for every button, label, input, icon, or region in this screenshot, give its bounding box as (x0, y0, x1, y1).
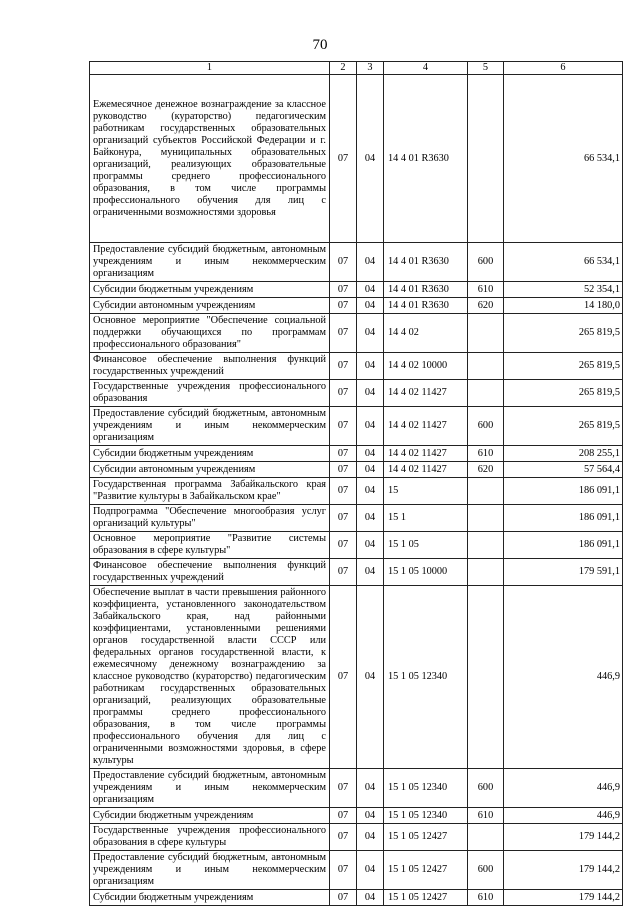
row-target-code: 15 1 05 12427 (384, 851, 468, 890)
row-amount: 265 819,5 (504, 407, 623, 446)
row-target-code: 15 1 05 12427 (384, 890, 468, 906)
row-subsection: 04 (357, 446, 384, 462)
row-subsection: 04 (357, 298, 384, 314)
row-description: Финансовое обеспечение выполнения функций государственных учреждений (90, 353, 330, 380)
row-subsection: 04 (357, 282, 384, 298)
row-description: Государственная программа Забайкальского края "Развитие культуры в Забайкальском крае" (90, 478, 330, 505)
table-row (90, 824, 623, 851)
row-amount: 66 534,1 (504, 243, 623, 282)
row-subsection: 04 (357, 243, 384, 282)
table-row (90, 407, 623, 446)
row-subsection: 04 (357, 808, 384, 824)
row-expense-type: 600 (468, 407, 504, 446)
row-section: 07 (330, 353, 357, 380)
header-cell: 6 (504, 62, 623, 75)
row-target-code: 15 1 05 (384, 532, 468, 559)
row-expense-type: 600 (468, 769, 504, 808)
row-subsection: 04 (357, 532, 384, 559)
row-expense-type (468, 353, 504, 380)
page-number: 70 (312, 37, 328, 53)
row-subsection: 04 (357, 380, 384, 407)
table-row (90, 890, 623, 906)
row-amount: 179 144,2 (504, 890, 623, 906)
row-amount: 265 819,5 (504, 380, 623, 407)
row-amount: 208 255,1 (504, 446, 623, 462)
table-row (90, 478, 623, 505)
row-target-code: 15 1 05 12427 (384, 824, 468, 851)
row-section: 07 (330, 314, 357, 353)
row-amount: 265 819,5 (504, 353, 623, 380)
row-expense-type: 600 (468, 851, 504, 890)
row-amount: 446,9 (504, 769, 623, 808)
row-amount: 52 354,1 (504, 282, 623, 298)
row-description: Основное мероприятие "Обеспечение социальной поддержки обучающихся по программам профессионального образования" (90, 314, 330, 353)
table-row (90, 298, 623, 314)
table-row (90, 586, 623, 769)
table-row (90, 282, 623, 298)
row-amount: 446,9 (504, 808, 623, 824)
row-amount: 186 091,1 (504, 532, 623, 559)
table-row (90, 532, 623, 559)
row-section: 07 (330, 505, 357, 532)
row-expense-type: 610 (468, 446, 504, 462)
row-description: Предоставление субсидий бюджетным, автономным учреждениям и иным некоммерческим организациям (90, 769, 330, 808)
row-amount: 57 564,4 (504, 462, 623, 478)
row-target-code: 14 4 02 11427 (384, 446, 468, 462)
table-row (90, 314, 623, 353)
row-amount: 186 091,1 (504, 478, 623, 505)
row-description: Обеспечение выплат в части превышения районного коэффициента, установленного законодательством Забайкальского края, над районными коэффициентами, установленными решениями органов государственной власти СССР или федеральных органов государственной власти, к ежемесячному денежному вознаграждению за классное руководство (кураторство) педагогическим работникам государственных образовательных организаций, реализующих образовательные программы среднего профессионального образования, в том числе программы профессионального обучения для лиц с ограниченными возможностями здоровья, в сфере культуры (90, 586, 330, 769)
row-target-code: 15 1 05 12340 (384, 808, 468, 824)
table-row (90, 808, 623, 824)
row-section: 07 (330, 462, 357, 478)
row-expense-type (468, 380, 504, 407)
row-description: Основное мероприятие "Развитие системы образования в сфере культуры" (90, 532, 330, 559)
row-expense-type (468, 586, 504, 769)
row-section: 07 (330, 890, 357, 906)
row-amount: 186 091,1 (504, 505, 623, 532)
row-expense-type (468, 75, 504, 243)
row-subsection: 04 (357, 314, 384, 353)
row-description: Субсидии бюджетным учреждениям (90, 808, 330, 824)
table-row (90, 353, 623, 380)
row-description: Предоставление субсидий бюджетным, автономным учреждениям и иным некоммерческим организациям (90, 407, 330, 446)
row-expense-type (468, 532, 504, 559)
row-section: 07 (330, 532, 357, 559)
table-row (90, 505, 623, 532)
row-target-code: 14 4 01 R3630 (384, 298, 468, 314)
header-cell: 1 (90, 62, 330, 75)
row-subsection: 04 (357, 353, 384, 380)
row-target-code: 15 1 (384, 505, 468, 532)
row-subsection: 04 (357, 586, 384, 769)
row-description: Субсидии бюджетным учреждениям (90, 890, 330, 906)
table-row (90, 243, 623, 282)
row-amount: 179 144,2 (504, 851, 623, 890)
row-section: 07 (330, 298, 357, 314)
row-subsection: 04 (357, 407, 384, 446)
row-target-code: 15 (384, 478, 468, 505)
row-target-code: 15 1 05 12340 (384, 586, 468, 769)
row-amount: 179 144,2 (504, 824, 623, 851)
row-section: 07 (330, 824, 357, 851)
row-subsection: 04 (357, 890, 384, 906)
row-subsection: 04 (357, 75, 384, 243)
row-expense-type: 620 (468, 462, 504, 478)
header-cell: 5 (468, 62, 504, 75)
row-description: Субсидии автономным учреждениям (90, 298, 330, 314)
row-section: 07 (330, 243, 357, 282)
row-subsection: 04 (357, 851, 384, 890)
row-description: Предоставление субсидий бюджетным, автономным учреждениям и иным некоммерческим организациям (90, 243, 330, 282)
table-row (90, 769, 623, 808)
header-cell: 2 (330, 62, 357, 75)
row-description: Государственные учреждения профессионального образования в сфере культуры (90, 824, 330, 851)
row-subsection: 04 (357, 559, 384, 586)
row-expense-type (468, 314, 504, 353)
row-expense-type: 600 (468, 243, 504, 282)
row-target-code: 14 4 01 R3630 (384, 75, 468, 243)
row-section: 07 (330, 282, 357, 298)
row-target-code: 14 4 02 10000 (384, 353, 468, 380)
row-expense-type (468, 559, 504, 586)
row-amount: 179 591,1 (504, 559, 623, 586)
table-row (90, 851, 623, 890)
row-section: 07 (330, 808, 357, 824)
header-row (90, 62, 623, 75)
table-row (90, 446, 623, 462)
row-target-code: 14 4 02 11427 (384, 380, 468, 407)
row-subsection: 04 (357, 478, 384, 505)
row-expense-type: 610 (468, 808, 504, 824)
row-description: Финансовое обеспечение выполнения функций государственных учреждений (90, 559, 330, 586)
row-description: Ежемесячное денежное вознаграждение за классное руководство (кураторство) педагогическим работникам государственных образовательных организаций субъектов Российской Федерации и г. Байконура, муниципальных образовательных организаций, реализующих образовательные программы среднего профессионального образования, в том числе программы профессионального обучения для лиц с ограниченными возможностями здоровья (90, 75, 330, 243)
row-description: Предоставление субсидий бюджетным, автономным учреждениям и иным некоммерческим организациям (90, 851, 330, 890)
row-expense-type (468, 478, 504, 505)
row-description: Субсидии бюджетным учреждениям (90, 282, 330, 298)
row-section: 07 (330, 407, 357, 446)
row-target-code: 14 4 01 R3630 (384, 282, 468, 298)
row-expense-type (468, 824, 504, 851)
table-row (90, 380, 623, 407)
row-target-code: 14 4 02 (384, 314, 468, 353)
row-section: 07 (330, 586, 357, 769)
row-subsection: 04 (357, 505, 384, 532)
header-cell: 3 (357, 62, 384, 75)
row-subsection: 04 (357, 824, 384, 851)
budget-table (89, 61, 623, 906)
row-amount: 446,9 (504, 586, 623, 769)
row-target-code: 15 1 05 12340 (384, 769, 468, 808)
row-subsection: 04 (357, 462, 384, 478)
row-expense-type (468, 505, 504, 532)
row-subsection: 04 (357, 769, 384, 808)
row-description: Субсидии автономным учреждениям (90, 462, 330, 478)
row-description: Государственные учреждения профессионального образования (90, 380, 330, 407)
table-row (90, 559, 623, 586)
row-section: 07 (330, 478, 357, 505)
row-section: 07 (330, 559, 357, 586)
row-target-code: 15 1 05 10000 (384, 559, 468, 586)
row-section: 07 (330, 851, 357, 890)
row-expense-type: 620 (468, 298, 504, 314)
row-amount: 265 819,5 (504, 314, 623, 353)
row-amount: 66 534,1 (504, 75, 623, 243)
row-section: 07 (330, 380, 357, 407)
row-section: 07 (330, 769, 357, 808)
row-amount: 14 180,0 (504, 298, 623, 314)
row-expense-type: 610 (468, 890, 504, 906)
row-target-code: 14 4 02 11427 (384, 407, 468, 446)
header-cell: 4 (384, 62, 468, 75)
row-target-code: 14 4 02 11427 (384, 462, 468, 478)
row-description: Субсидии бюджетным учреждениям (90, 446, 330, 462)
row-target-code: 14 4 01 R3630 (384, 243, 468, 282)
table-row (90, 75, 623, 243)
row-section: 07 (330, 75, 357, 243)
row-expense-type: 610 (468, 282, 504, 298)
table-row (90, 462, 623, 478)
row-section: 07 (330, 446, 357, 462)
row-description: Подпрограмма "Обеспечение многообразия услуг организаций культуры" (90, 505, 330, 532)
